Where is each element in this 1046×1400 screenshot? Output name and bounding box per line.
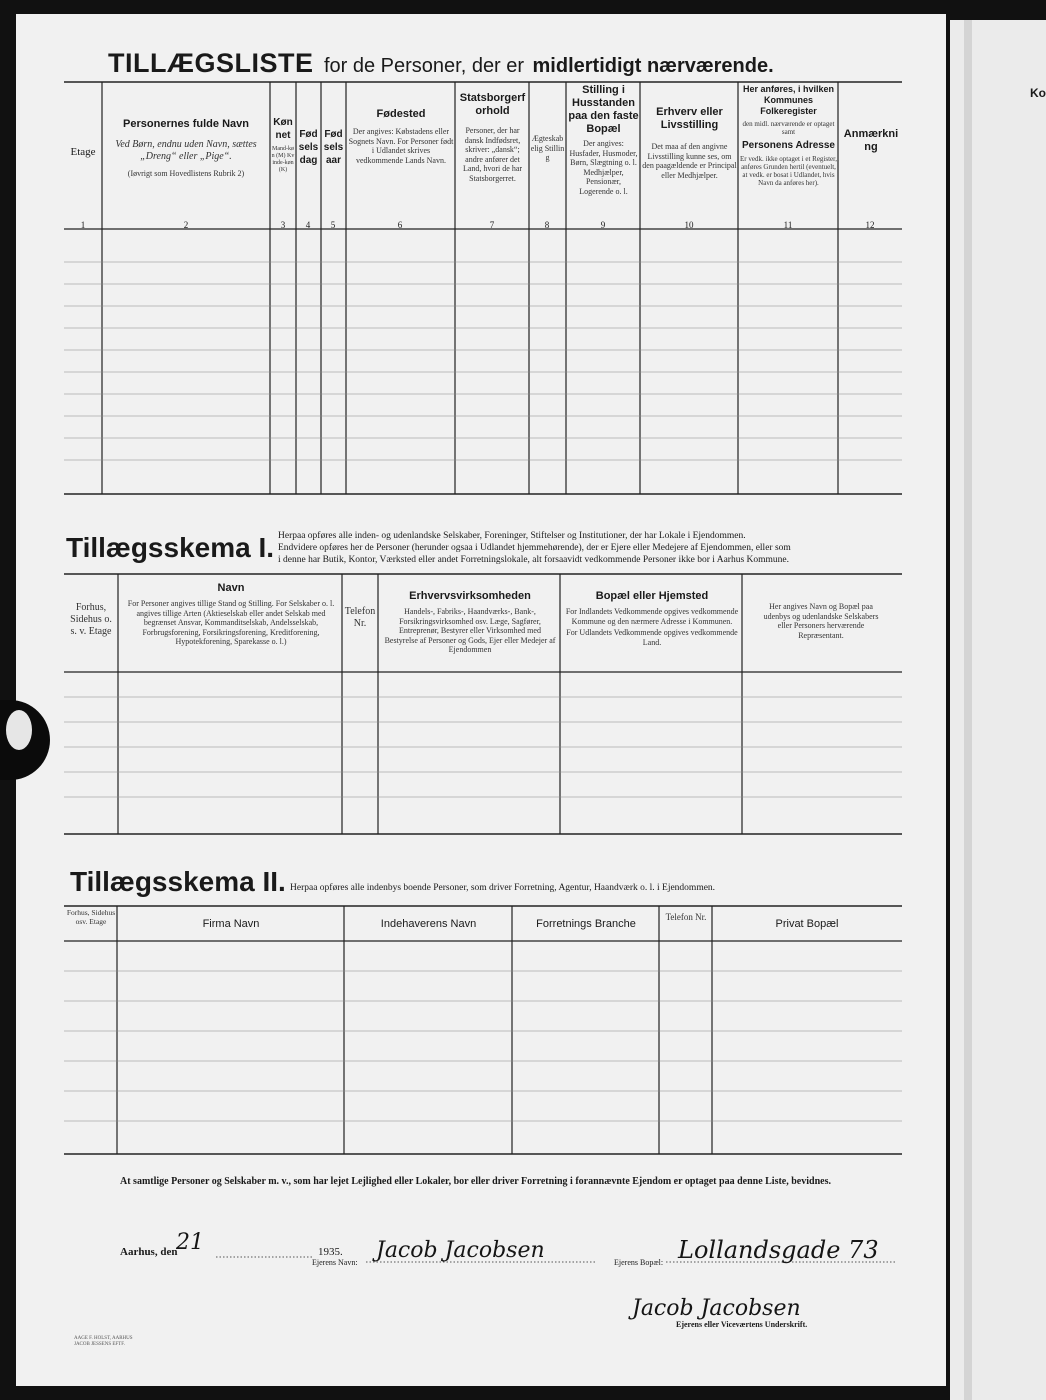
main-title-bold: midlertidigt nærværende. <box>532 55 774 77</box>
schema1-col-erhverv <box>382 590 558 655</box>
col-header-etage: Etage <box>70 146 96 158</box>
col-header-folkeregister-title: Her anføres, i hvilken Kommunes Folkeregister <box>742 84 835 116</box>
schema1-col-bopael-note2: For Udlandets Vedkommende opgives vedkommende Land. <box>566 628 738 647</box>
col-header-stilling-title: Stilling i Husstanden paa den faste Bopæl <box>568 84 639 135</box>
schema1-col-telefon: Telefon Nr. <box>344 606 376 629</box>
schema2-col-branche: Forretnings Branche <box>536 918 636 930</box>
col-header-foedested-note: Der angives: Købstadens eller Sognets Navn. For Personer født i Udlandet skrives vedkommende Lands Navn. <box>348 127 454 165</box>
col-header-folkeregister <box>740 84 837 187</box>
schema1-col-erhverv-title: Erhvervsvirksomheden <box>409 590 531 602</box>
date-handwritten: 21 <box>176 1230 204 1255</box>
schema2-intro: Herpaa opføres alle indenbys boende Personer, som driver Forretning, Agentur, Haandværk o. l. i Ejendommen. <box>290 883 716 893</box>
col-number-6: 6 <box>397 220 403 230</box>
main-title-rest: for de Personer, der er <box>323 55 525 77</box>
schema2-col-forhus: Forhus, Sidehus osv. Etage <box>66 908 116 926</box>
col-header-koen-title: Kønnet <box>273 117 293 141</box>
schema1-title: Tillægsskema I. <box>66 532 275 563</box>
schema1-col-repraesentant: Her angives Navn og Bopæl paa udenbys og udenlandske Selskabers eller Personers herværende Repræsentant. <box>763 602 879 640</box>
col-header-foedselsaar: Fødselsaar <box>323 129 344 166</box>
col-header-anmaerkning: Anmærkning <box>843 128 899 153</box>
schema1-col-navn <box>122 582 340 647</box>
col-number-9: 9 <box>600 220 606 230</box>
schema2-col-indehaver: Indehaverens Navn <box>380 918 477 930</box>
schema1-col-bopael-note1: For Indlandets Vedkommende opgives vedkommende Kommune og den nærmere Adresse i Kommunen. <box>565 607 739 626</box>
col-header-erhverv <box>642 106 737 180</box>
col-header-stilling <box>568 84 639 196</box>
schema1-intro-line3: i denne har Butik, Kontor, Værksted eller andet Forretningslokale, alt forsaavidt vedkommende Personer ikke bor i Aarhus Kommune. <box>278 555 790 565</box>
signature-handwritten: Jacob Jacobsen <box>632 1296 801 1321</box>
form-page <box>16 14 946 1386</box>
col-header-koen <box>271 116 295 174</box>
col-number-1: 1 <box>80 220 86 230</box>
schema2-col-firma: Firma Navn <box>202 918 260 930</box>
col-header-aegteskabelig: Ægteskabelig Stilling <box>530 134 565 162</box>
col-header-foedested <box>348 108 454 165</box>
col-header-foedselsdag: Fødselsdag <box>298 129 319 166</box>
col-header-statsborger-title: Statsborgerforhold <box>459 92 526 117</box>
schema1-col-bopael-title: Bopæl eller Hjemsted <box>595 590 709 602</box>
col-number-5: 5 <box>330 220 336 230</box>
col-number-11: 11 <box>783 220 793 230</box>
col-header-foedested-title: Fødested <box>376 108 426 120</box>
col-number-8: 8 <box>544 220 550 230</box>
declaration-text: At samtlige Personer og Selskaber m. v., som har lejet Lejlighed eller Lokaler, bor eller driver Forretning i forannævnte Ejendom er optaget paa denne Liste, bevidnes. <box>120 1176 831 1187</box>
year-label: 1935. <box>318 1246 343 1258</box>
schema2-col-privat: Privat Bopæl <box>775 918 839 930</box>
schema2-col-telefon: Telefon Nr. <box>665 912 707 922</box>
col-header-navn-title: Personernes fulde Navn <box>123 118 249 130</box>
col-number-12: 12 <box>865 220 875 230</box>
owner-name-handwritten: Jacob Jacobsen <box>376 1238 545 1263</box>
owner-address-handwritten: Lollandsgade 73 <box>678 1236 879 1264</box>
schema1-intro <box>278 530 902 566</box>
schema1-intro-line1: Herpaa opføres alle inden- og udenlandske Selskaber, Foreninger, Stiftelser og Institutioner, der har Lokale i Ejendommen. <box>278 531 746 541</box>
col-header-folkeregister-note-a: den midl. nærværende er optaget samt <box>742 120 835 136</box>
col-header-statsborger <box>457 92 528 183</box>
col-header-erhverv-note: Det maa af den angivne Livsstilling kunne ses, om den paagældende er Principal eller Medhjælper. <box>642 142 737 180</box>
schema1-col-bopael <box>564 590 740 647</box>
col-header-statsborger-note: Personer, der har dansk Indfødsret, skriver: „dansk“; andre anfører det Land, hvori de har Statsborgerret. <box>462 126 523 183</box>
facing-page <box>950 20 1046 1400</box>
schema1-col-navn-title: Navn <box>217 582 245 594</box>
page-fold <box>964 20 972 1400</box>
place-label: Aarhus, den <box>120 1246 178 1258</box>
col-header-navn <box>104 118 268 179</box>
col-number-7: 7 <box>489 220 495 230</box>
col-header-erhverv-title: Erhverv eller Livsstilling <box>656 106 723 131</box>
signature-label: Ejerens eller Viceværtens Underskrift. <box>676 1320 808 1329</box>
schema1-intro-line2: Endvidere opføres her de Personer (herunder ogsaa i Udlandet hjemmehørende), der er Ejere eller Medejere af Ejendommen, eller som <box>278 543 791 553</box>
schema1-col-navn-note: For Personer angives tillige Stand og Stilling. For Selskaber o. l. angives tillige Arten (Aktieselskab eller andet Selskab med begrænset Ansvar, Kommanditselskab, Andelsselskab, Forbrugsforening, Forsikringsforening, Kreditforening, Hypotekforening, Sparekasse o. l.) <box>127 599 335 646</box>
col-number-3: 3 <box>280 220 286 230</box>
col-header-koen-note: Mand-køn (M) Kvinde-køn (K) <box>271 146 295 173</box>
col-header-navn-note2: (Iøvrigt som Hovedlistens Rubrik 2) <box>127 169 245 178</box>
col-header-folkeregister-title2: Personens Adresse <box>741 140 835 151</box>
owner-address-label: Ejerens Bopæl: <box>614 1258 664 1267</box>
col-number-4: 4 <box>305 220 311 230</box>
schema1-col-forhus: Forhus, Sidehus o. s. v. Etage <box>70 602 112 637</box>
col-header-folkeregister-note: Er vedk. ikke optaget i et Register, anføres Grunden hertil (eventuelt, at vedk. er bosat i Udlandet, hvis Navn da anføres her). <box>740 155 837 187</box>
col-number-2: 2 <box>183 220 189 230</box>
schema2-title: Tillægsskema II. <box>70 866 286 897</box>
main-title-big: TILLÆGSLISTE <box>108 48 314 78</box>
col-number-10: 10 <box>684 220 694 230</box>
owner-name-label: Ejerens Navn: <box>312 1258 358 1267</box>
printer-mark: AAGE F. HOLST, AARHUS JACOB JESSENS EFTF. <box>74 1336 133 1347</box>
col-header-stilling-note: Der angives: Husfader, Husmoder, Børn, Slægtning o. l. Medhjælper, Pensionær, Logerende o. l. <box>569 139 638 196</box>
facing-page-fragment: Ko <box>1030 86 1046 100</box>
col-header-navn-note: Ved Børn, endnu uden Navn, sættes „Dreng“ eller „Pige“. <box>115 139 257 162</box>
schema1-col-erhverv-note: Handels-, Fabriks-, Haandværks-, Bank-, Forsikringsvirksomhed osv. Læge, Sagfører, Entreprenør, Bestyrer eller Virksomhed med Bestyrelse af Personer og Gods, Ejer eller Medejer af Ejendommen <box>384 607 556 654</box>
